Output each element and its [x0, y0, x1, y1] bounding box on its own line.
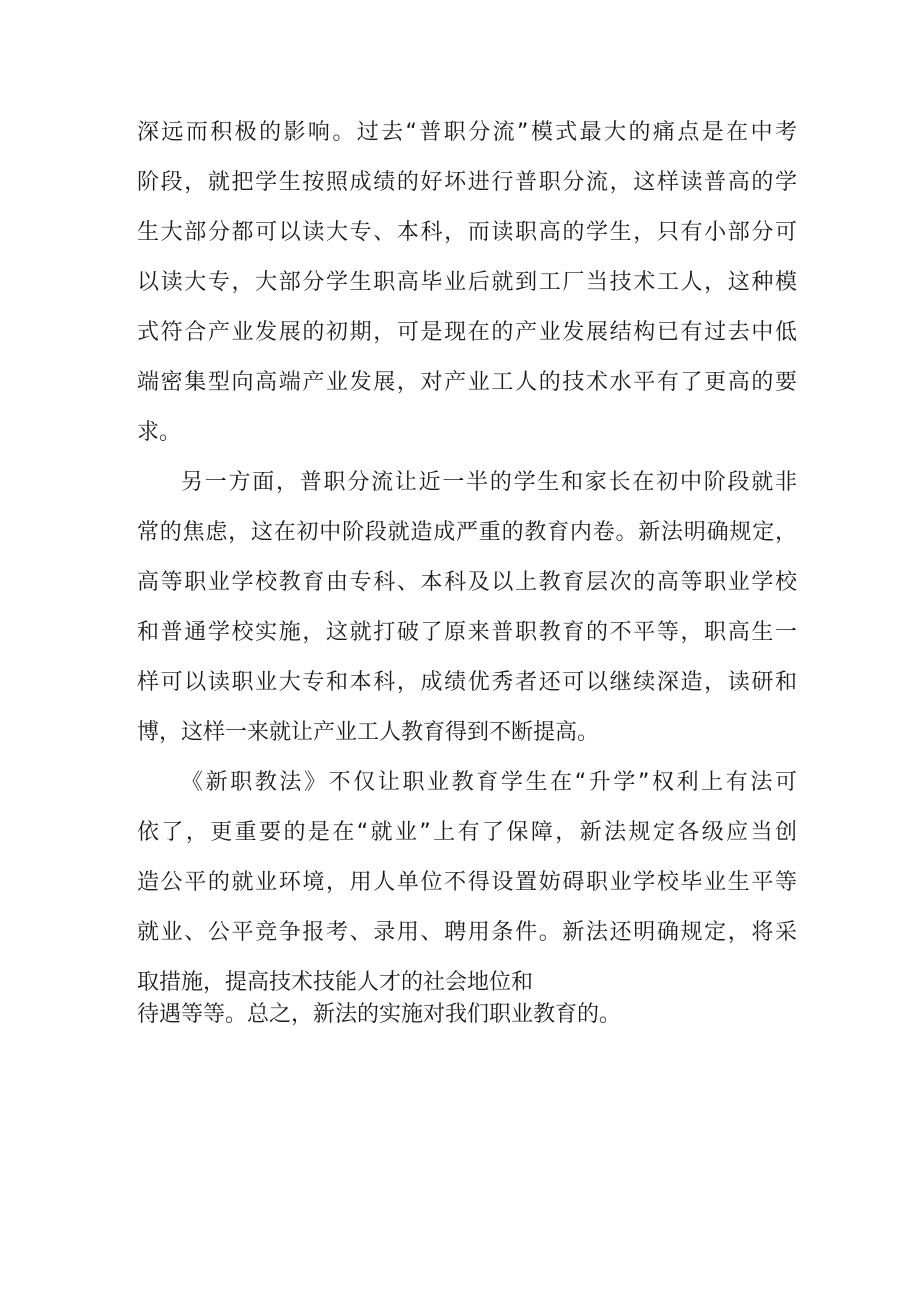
paragraph-2-line-3: 高等职业学校教育由专科、本科及以上教育层次的高等职业学校	[137, 570, 797, 595]
paragraph-2-line-6: 博，这样一来就让产业工人教育得到不断提高。	[137, 720, 600, 745]
paragraph-1-line-4: 以读大专，大部分学生职高毕业后就到工厂当技术工人，这种模	[137, 270, 797, 295]
paragraph-3-line-1: 《新职教法》不仅让职业教育学生在“升学”权利上有法可	[181, 770, 797, 795]
paragraph-2-line-5: 样可以读职业大专和本科，成绩优秀者还可以继续深造，读研和	[137, 670, 797, 695]
paragraph-3-line-3: 造公平的就业环境，用人单位不得设置妨碍职业学校毕业生平等	[137, 870, 797, 895]
paragraph-3-line-4: 就业、公平竞争报考、录用、聘用条件。新法还明确规定，将采	[137, 920, 797, 945]
paragraph-3-line-6: 待遇等等。总之，新法的实施对我们职业教育的。	[137, 1002, 622, 1027]
paragraph-1-line-7: 求。	[137, 420, 182, 445]
paragraph-1-line-1: 深远而积极的影响。过去“普职分流”模式最大的痛点是在中考	[137, 120, 797, 145]
paragraph-1-line-6: 端密集型向高端产业发展，对产业工人的技术水平有了更高的要	[137, 370, 797, 395]
paragraph-3-line-2: 依了，更重要的是在“就业”上有了保障，新法规定各级应当创	[137, 820, 797, 845]
paragraph-2-line-2: 常的焦虑，这在初中阶段就造成严重的教育内卷。新法明确规定，	[137, 520, 797, 545]
paragraph-1-line-3: 生大部分都可以读大专、本科，而读职高的学生，只有小部分可	[137, 220, 797, 245]
paragraph-2-line-1: 另一方面，普职分流让近一半的学生和家长在初中阶段就非	[181, 470, 797, 495]
paragraph-1-line-5: 式符合产业发展的初期，可是现在的产业发展结构已有过去中低	[137, 320, 797, 345]
paragraph-2-line-4: 和普通学校实施，这就打破了原来普职教育的不平等，职高生一	[137, 620, 797, 645]
paragraph-3-line-5: 取措施，提高技术技能人才的社会地位和	[137, 970, 534, 995]
paragraph-1-line-2: 阶段，就把学生按照成绩的好坏进行普职分流，这样读普高的学	[137, 170, 797, 195]
